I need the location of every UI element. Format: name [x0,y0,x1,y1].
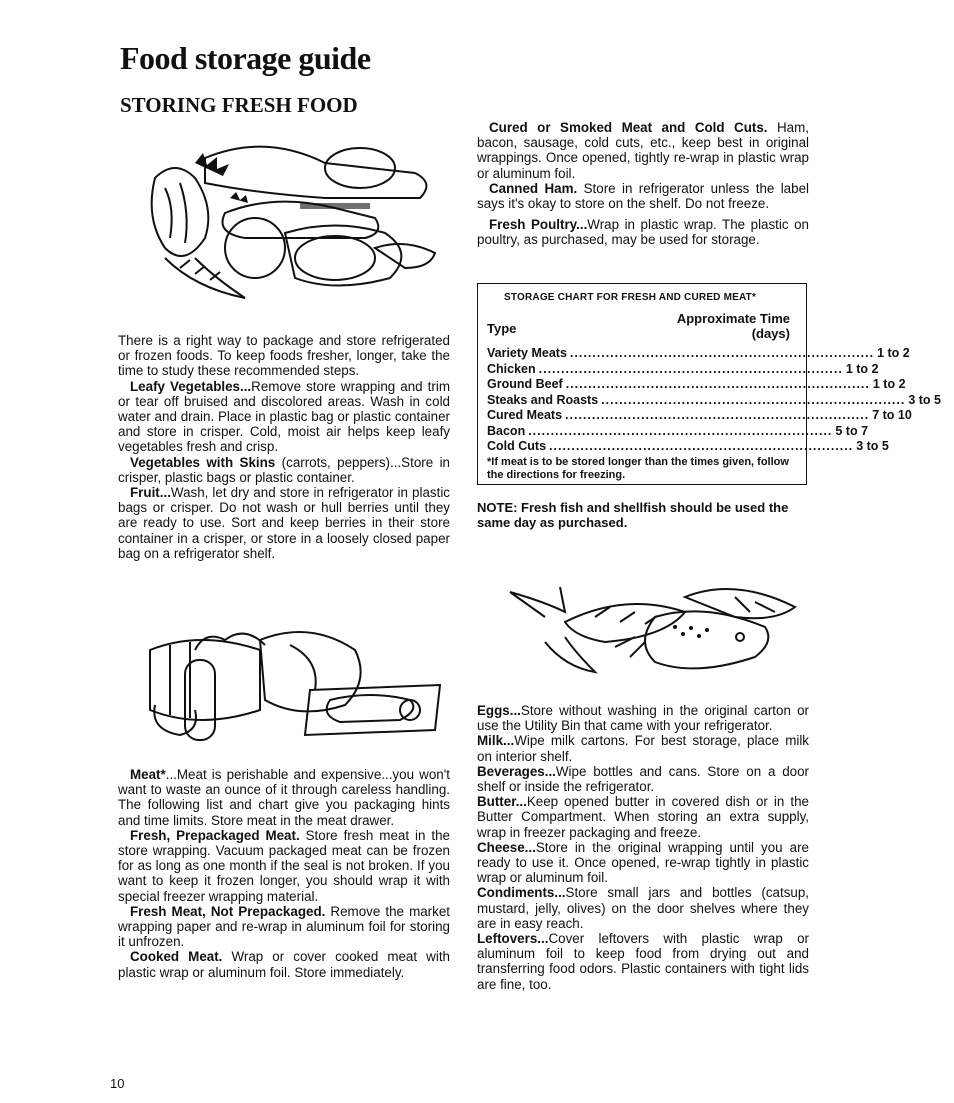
condiments-text: Store small jars and bottles (catsup, mustard, jelly, olives) on the door shelves where they are in easy reach. [477,885,809,931]
fish-illustration [505,582,805,682]
chart-row-type: Cured Meats [487,408,563,422]
prepackaged-text: Store fresh meat in the store wrapping. Vacuum packaged meat can be frozen for as long as one month if the seal is not broken. If you want to keep it frozen longer, you should wrap it with special freezer wrapping material. [118,827,450,904]
cured-label: Cured or Smoked Meat and Cold Cuts. [489,120,768,135]
chart-row [487,408,912,424]
chart-header-time-line2: (days) [751,326,790,341]
beverages-label: Beverages... [477,763,556,779]
not-prepackaged-text: Remove the market wrapping paper and re-wrap in aluminum foil for storing it unfrozen. [118,903,450,950]
meat-illustration [140,610,445,745]
chart-row-leader: .................................................................... [565,408,870,422]
skins-label: Vegetables with Skins [130,454,276,470]
chart-row-time: 7 to 10 [872,408,912,422]
leftovers-text: Cover leftovers with plastic wrap or aluminum foil to keep food from drying out and transferring food odors. Plastic containers with tight lids are fine, too. [477,931,809,992]
butter-label: Butter... [477,794,527,810]
poultry-label: Fresh Poultry... [489,217,588,233]
chart-row-leader: .................................................................... [601,392,906,407]
chart-row-type: Variety Meats [487,346,567,360]
chart-row-leader: .................................................................... [528,423,833,438]
chart-row [487,346,910,362]
chart-row-type: Cold Cuts [487,439,547,453]
chart-row-type: Chicken [487,361,536,376]
cheese-text: Store in the original wrapping until you are ready to use it. Once opened, re-wrap tightly in plastic wrap or aluminum foil. [477,839,809,886]
fruit-text: Wash, let dry and store in refrigerator in plastic bags or crisper. Do not wash or hull berries until they are ready to use. Sort and keep berries in their store container in a crisper, or store in a loosely closed paper bag on a refrigerator shelf. [118,485,450,561]
ham-text: Store in refrigerator unless the label says it's okay to store on the shelf. Do not freeze. [477,180,809,212]
milk-label: Milk... [477,733,515,749]
chart-row-type: Ground Beef [487,377,563,391]
butter-text: Keep opened butter in covered dish or in the Butter Compartment. When storing an extra supply, wrap in freezer packaging and freeze. [477,794,809,840]
chart-row-leader: .................................................................... [538,361,843,376]
poultry-text: Wrap in plastic wrap. The plastic on poultry, as purchased, may be used for storage. [477,217,809,248]
leafy-text: Remove store wrapping and trim or tear off bruised and discolored areas. Wash in cold water and drain. Place in plastic bag or plastic container and store in crisper. Cold, moist air helps keep leafy vegetables fresh and crisp. [118,378,450,455]
chart-row-type: Steaks and Roasts [487,392,599,407]
storage-chart [477,283,941,485]
meat-text: ...Meat is perishable and expensive...you won't want to waste an ounce of it through careless handling. The following list and chart give you packaging hints and time limits. Store meat in the meat drawer. [118,767,450,828]
chart-row [487,423,869,440]
chart-row-time: 3 to 5 [856,439,889,453]
chart-row-type: Bacon [487,423,526,438]
chart-row [487,377,906,393]
beverages-text: Wipe bottles and cans. Store on a door shelf or inside the refrigerator. [477,763,809,795]
chart-row-leader: .................................................................... [565,377,870,391]
leftovers-label: Leftovers... [477,931,549,947]
cured-text: Ham, bacon, sausage, cold cuts, etc., keep best in original wrappings. Once opened, tightly re-wrap in plastic wrap or aluminum foil. [477,120,809,181]
eggs-text: Store without washing in the original carton or use the Utility Bin that came with your refrigerator. [477,703,809,734]
meat-label: Meat* [130,767,166,782]
ham-label: Canned Ham. [489,180,578,196]
skins-text: (carrots, peppers)...Store in crisper, plastic bags or plastic container. [118,454,450,485]
vegetables-illustration [135,138,445,308]
fish-note: NOTE: Fresh fish and shellfish should be used the same day as purchased. [477,500,789,530]
prepackaged-label: Fresh, Prepackaged Meat. [130,827,300,843]
milk-text: Wipe milk cartons. For best storage, place milk on interior shelf. [477,733,809,764]
chart-row-leader: .................................................................... [569,346,875,360]
chart-header-time [677,311,790,341]
fruit-label: Fruit... [130,485,171,501]
cooked-text: Wrap or cover cooked meat with plastic wrap or aluminum foil. Store immediately. [118,949,450,980]
chart-row-time: 5 to 7 [835,423,869,438]
chart-row [487,392,941,409]
chart-row [487,361,879,378]
chart-header-time-line1: Approximate Time [676,311,790,326]
section-heading: STORING FRESH FOOD [120,93,358,117]
chart-row [487,439,889,455]
page-number: 10 [110,1076,125,1091]
chart-row-leader: .................................................................... [549,439,854,453]
chart-row-time: 1 to 2 [845,361,879,376]
chart-row-time: 1 to 2 [872,377,906,391]
chart-title: STORAGE CHART FOR FRESH AND CURED MEAT* [504,292,757,303]
chart-rows [487,346,941,455]
intro-paragraph: There is a right way to package and store refrigerated or frozen foods. To keep foods fresher, longer, take the time to study these recommended steps. [118,333,450,379]
chart-row-time: 1 to 2 [877,346,910,360]
condiments-label: Condiments... [477,885,566,901]
cooked-label: Cooked Meat. [130,949,223,965]
chart-row-time: 3 to 5 [908,392,941,407]
page-title: Food storage guide [120,40,371,76]
not-prepackaged-label: Fresh Meat, Not Prepackaged. [130,903,326,919]
eggs-label: Eggs... [477,703,521,718]
leafy-label: Leafy Vegetables... [130,378,252,394]
cheese-label: Cheese... [477,839,536,855]
chart-footnote: *If meat is to be stored longer than the times given, follow the directions for freezing. [487,456,789,481]
chart-header-type: Type [487,321,517,336]
